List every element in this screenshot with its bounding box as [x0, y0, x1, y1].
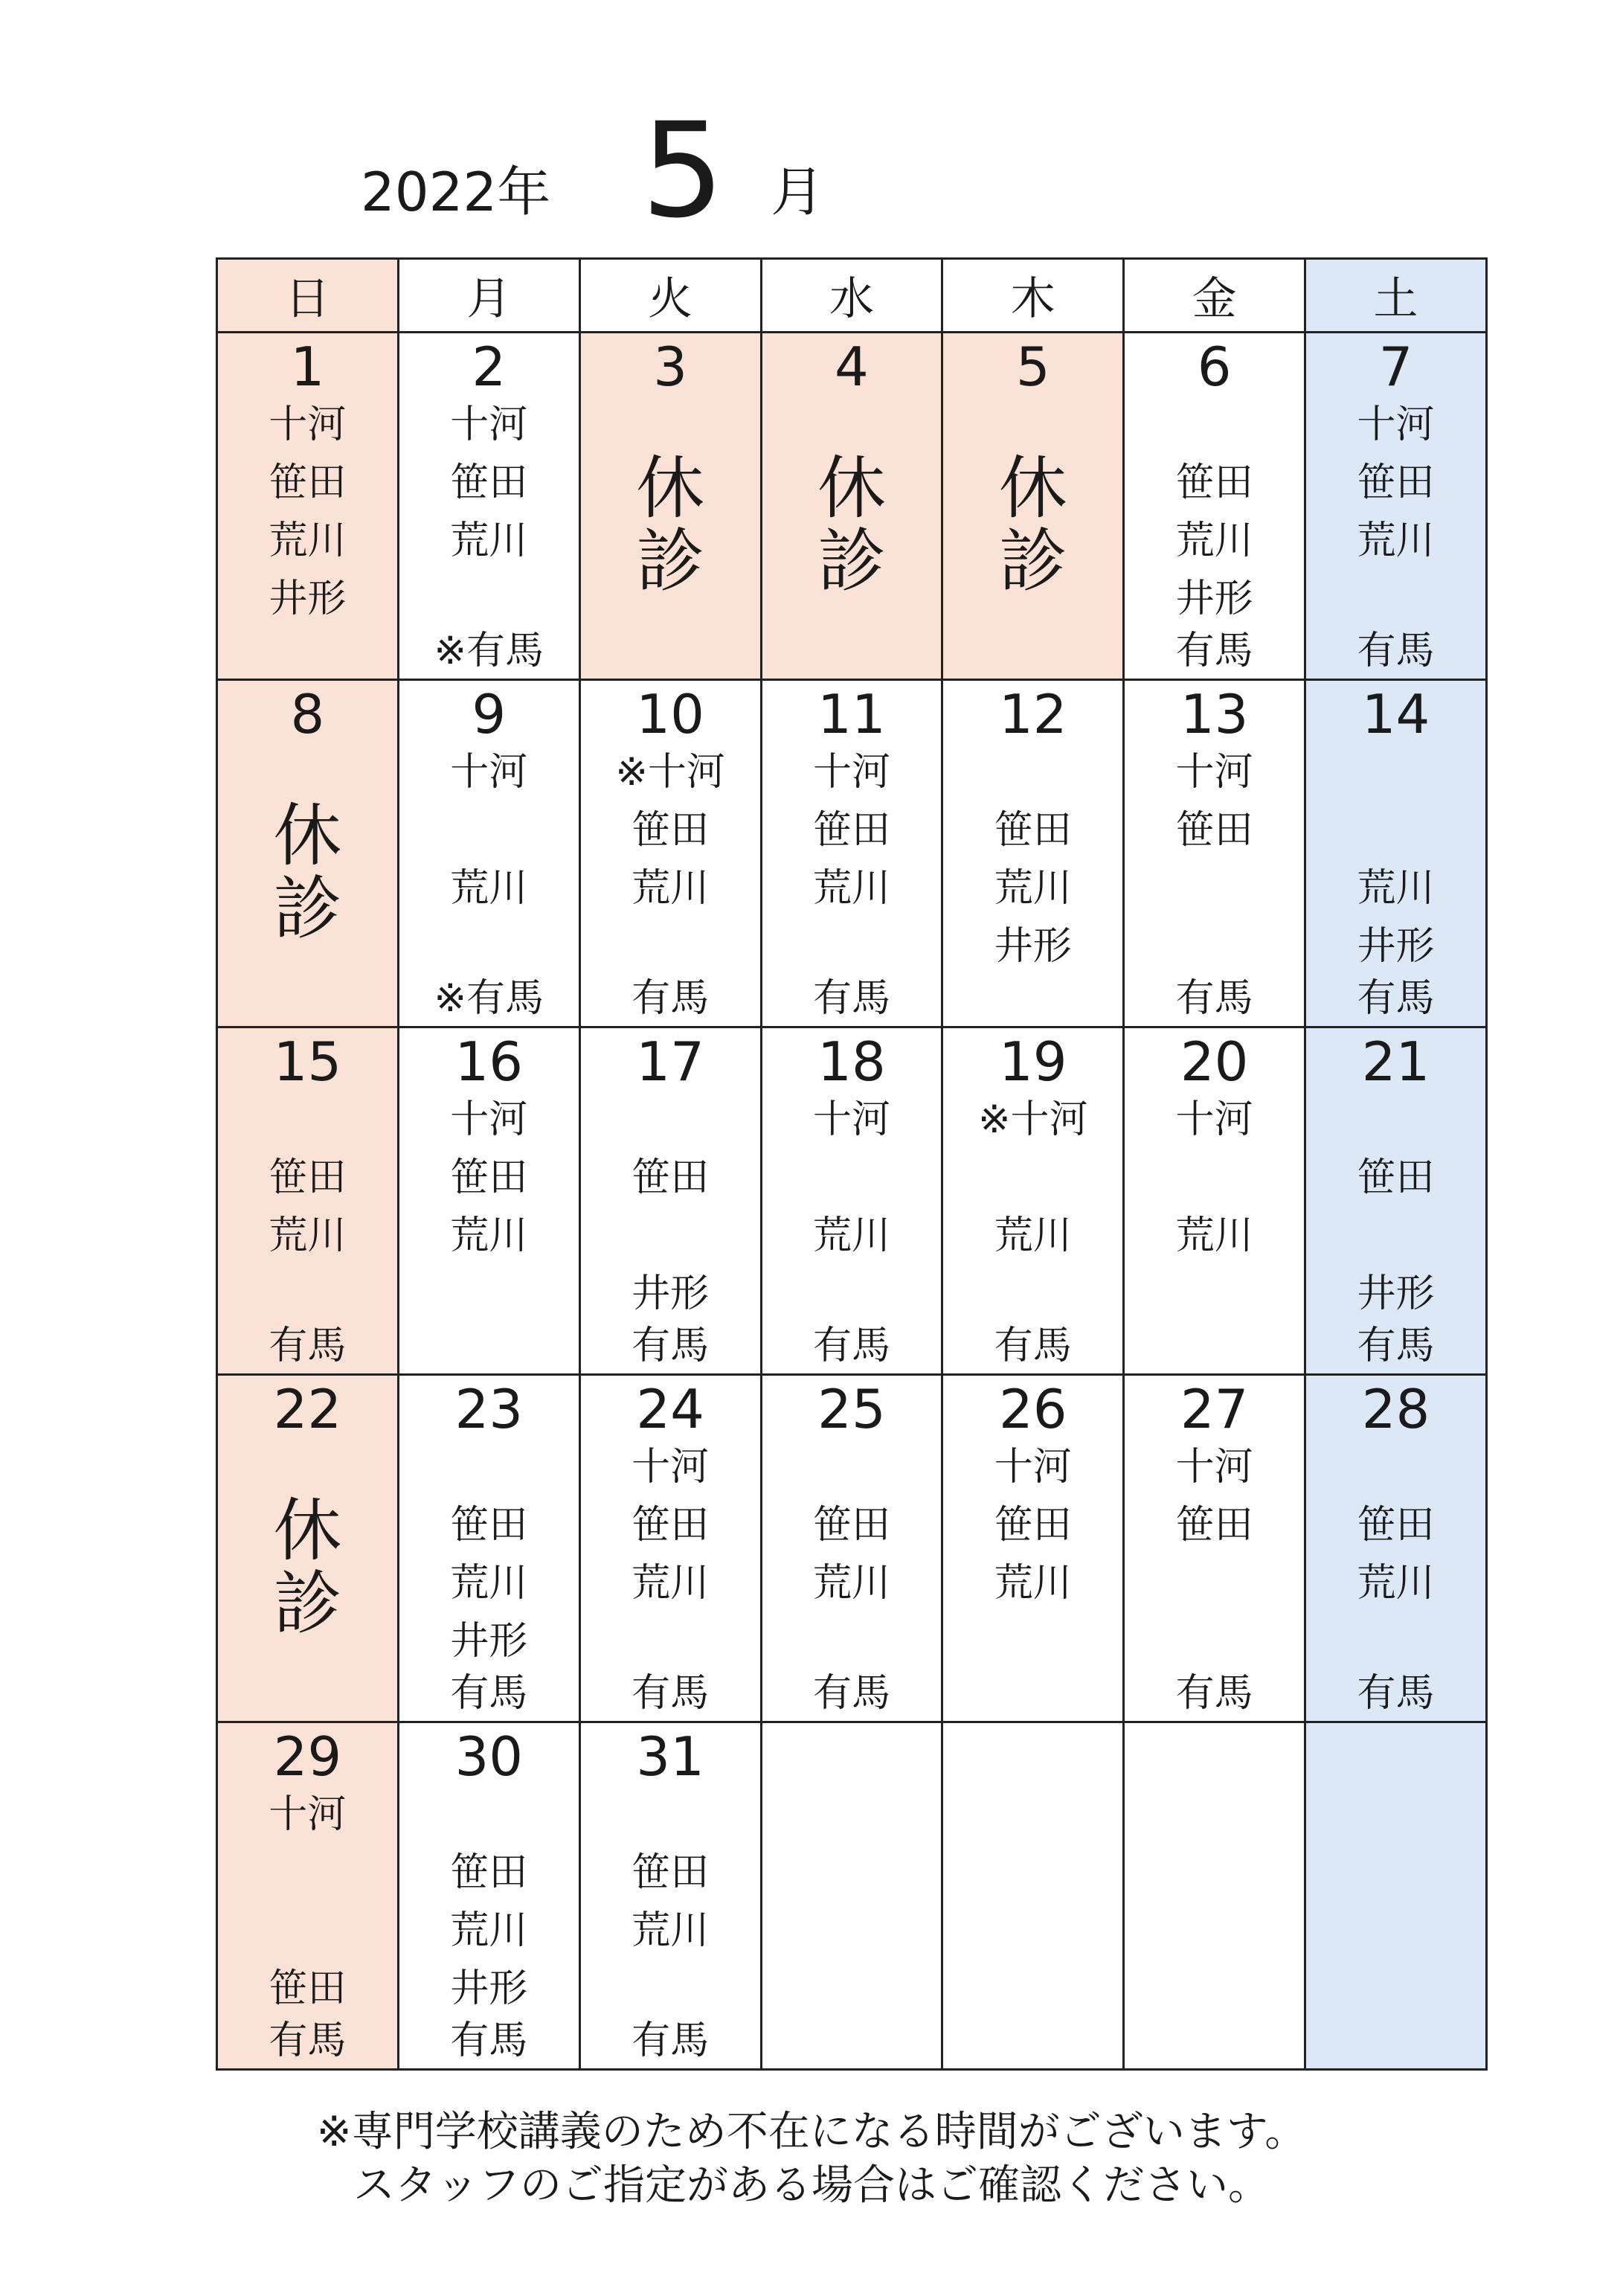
closed-label-char: 休 — [273, 796, 342, 876]
staff-slot: 笹田 — [450, 461, 528, 505]
staff-slot — [1125, 917, 1304, 975]
staff-slot: 有馬 — [269, 1324, 347, 1368]
staff-slot — [762, 1612, 942, 1670]
staff-slot — [943, 1844, 1122, 1902]
calendar-day-cell — [761, 1027, 942, 1375]
staff-slot: 笹田 — [269, 461, 347, 505]
staff-slot: 荒川 — [450, 1908, 528, 1953]
staff-slot: 笹田 — [631, 808, 710, 853]
day-number: 23 — [454, 1378, 524, 1440]
calendar-day-cell — [1305, 1722, 1487, 2070]
staff-slot: 十河 — [994, 1445, 1072, 1489]
staff-slot — [1125, 1844, 1304, 1902]
staff-slot: 荒川 — [450, 866, 528, 911]
staff-slot — [1306, 1438, 1485, 1496]
calendar-day-cell — [761, 1375, 942, 1722]
day-number: 16 — [454, 1030, 524, 1093]
day-number: 2 — [472, 336, 507, 398]
calendar-day-cell — [1124, 1027, 1305, 1375]
staff-slot — [399, 801, 579, 859]
staff-slot: 十河 — [269, 403, 347, 447]
calendar-day-cell — [398, 333, 579, 680]
calendar-week-row — [217, 1375, 1487, 1722]
staff-slot: 有馬 — [450, 2018, 528, 2063]
staff-slot: 荒川 — [812, 1213, 890, 1258]
staff-slot — [762, 1844, 942, 1902]
closed-label — [581, 449, 760, 601]
calendar-day-cell — [579, 1722, 761, 2070]
staff-slot: 十河 — [631, 1445, 710, 1489]
staff-slot — [762, 1902, 942, 1960]
staff-slot: ※十河 — [615, 750, 725, 795]
closed-label — [218, 1491, 397, 1644]
staff-slot: 井形 — [631, 1272, 710, 1316]
staff-slot — [1125, 1960, 1304, 2018]
day-number — [1306, 1728, 1485, 1786]
weekday-wednesday: 水 — [761, 259, 942, 333]
day-number: 17 — [636, 1030, 704, 1093]
month-label: 月 — [771, 161, 825, 223]
staff-slot: 荒川 — [1357, 1561, 1435, 1606]
staff-slot: 十河 — [450, 750, 528, 795]
staff-slot — [1125, 1612, 1304, 1670]
day-number: 8 — [290, 683, 325, 745]
day-number: 30 — [454, 1725, 524, 1788]
day-number: 14 — [1361, 683, 1430, 745]
staff-slot — [218, 1091, 397, 1149]
staff-slot — [762, 2012, 942, 2070]
staff-slot: 笹田 — [994, 1503, 1072, 1548]
staff-slot — [762, 1265, 942, 1323]
staff-slot: 荒川 — [269, 519, 347, 563]
staff-slot — [762, 1960, 942, 2018]
day-number: 9 — [472, 683, 507, 745]
calendar-day-cell — [579, 1027, 761, 1375]
staff-slot: 井形 — [269, 577, 347, 621]
calendar-week-row — [217, 1722, 1487, 2070]
day-number — [1125, 1728, 1304, 1786]
staff-slot: 有馬 — [1357, 629, 1435, 673]
staff-slot — [943, 1612, 1122, 1670]
day-number: 27 — [1180, 1378, 1249, 1440]
staff-slot: 笹田 — [631, 1155, 710, 1200]
staff-slot — [581, 1960, 760, 2018]
weekday-tuesday: 火 — [579, 259, 761, 333]
staff-slot — [399, 1438, 579, 1496]
closed-label — [218, 796, 397, 949]
staff-slot: 有馬 — [812, 976, 890, 1021]
staff-slot — [762, 1786, 942, 1844]
calendar-header — [0, 94, 1623, 247]
staff-slot: 荒川 — [994, 1213, 1072, 1258]
staff-slot: 笹田 — [812, 808, 890, 853]
staff-slot: 笹田 — [1357, 1503, 1435, 1548]
closed-label-char: 診 — [273, 1564, 342, 1644]
calendar-day-cell — [1124, 680, 1305, 1027]
staff-slot — [399, 1265, 579, 1323]
staff-slot: 有馬 — [812, 1324, 890, 1368]
footnote — [0, 2106, 1623, 2213]
staff-slot: 荒川 — [450, 1213, 528, 1258]
staff-slot — [1306, 1960, 1485, 2018]
staff-slot: 笹田 — [1175, 808, 1253, 853]
staff-slot: 荒川 — [812, 866, 890, 911]
calendar-day-cell — [579, 680, 761, 1027]
staff-slot — [581, 1207, 760, 1265]
calendar-day-cell — [1124, 1722, 1305, 2070]
staff-slot: 十河 — [812, 750, 890, 795]
weekday-monday: 月 — [398, 259, 579, 333]
staff-slot — [581, 917, 760, 975]
day-number: 18 — [817, 1030, 886, 1093]
staff-slot — [1125, 859, 1304, 917]
closed-label-char: 休 — [636, 449, 705, 528]
staff-slot — [1306, 1207, 1485, 1265]
calendar-day-cell — [217, 1027, 399, 1375]
closed-label-char: 診 — [998, 522, 1067, 601]
staff-slot: 笹田 — [1357, 461, 1435, 505]
staff-slot: 十河 — [269, 1792, 347, 1837]
calendar-week-row — [217, 1027, 1487, 1375]
staff-slot: 荒川 — [631, 866, 710, 911]
calendar-day-cell — [398, 1027, 579, 1375]
calendar-day-cell — [1305, 1027, 1487, 1375]
staff-slot: 荒川 — [450, 519, 528, 563]
calendar-day-cell — [942, 680, 1124, 1027]
calendar-day-cell — [942, 1375, 1124, 1722]
day-number: 7 — [1378, 336, 1413, 398]
staff-slot — [1125, 1902, 1304, 1960]
staff-slot: 笹田 — [994, 808, 1072, 853]
staff-slot — [581, 1091, 760, 1149]
closed-label-char: 休 — [998, 449, 1067, 528]
staff-slot: 荒川 — [812, 1561, 890, 1606]
day-number: 13 — [1180, 683, 1249, 745]
closed-label-char: 診 — [817, 522, 886, 601]
staff-slot: 笹田 — [1175, 461, 1253, 505]
staff-slot — [943, 2012, 1122, 2070]
staff-slot: 荒川 — [1357, 866, 1435, 911]
day-number: 31 — [636, 1725, 704, 1788]
staff-slot — [943, 1265, 1122, 1323]
staff-slot — [1125, 1149, 1304, 1207]
staff-slot: 荒川 — [450, 1561, 528, 1606]
staff-slot — [218, 1844, 397, 1902]
staff-slot: ※十河 — [978, 1097, 1088, 1142]
staff-slot: 笹田 — [450, 1155, 528, 1200]
staff-slot — [762, 1149, 942, 1207]
staff-slot: 荒川 — [631, 1561, 710, 1606]
staff-slot — [1125, 1786, 1304, 1844]
staff-slot: 井形 — [1357, 1272, 1435, 1316]
staff-slot: 有馬 — [1175, 976, 1253, 1021]
staff-slot: 荒川 — [631, 1908, 710, 1953]
staff-slot: 井形 — [450, 1966, 528, 2011]
day-number: 21 — [1361, 1030, 1430, 1093]
day-number: 24 — [636, 1378, 704, 1440]
staff-slot — [1306, 1844, 1485, 1902]
staff-slot: 有馬 — [1357, 976, 1435, 1021]
staff-slot: 有馬 — [1175, 629, 1253, 673]
calendar-day-cell — [1124, 333, 1305, 680]
weekday-friday: 金 — [1124, 259, 1305, 333]
day-number: 4 — [835, 336, 869, 398]
staff-slot — [1306, 801, 1485, 859]
staff-slot — [581, 1786, 760, 1844]
staff-slot: 荒川 — [994, 866, 1072, 911]
closed-label-char: 診 — [636, 522, 705, 601]
weekday-thursday: 木 — [942, 259, 1124, 333]
staff-slot — [1125, 1554, 1304, 1612]
staff-slot: ※有馬 — [434, 976, 544, 1021]
staff-slot — [399, 570, 579, 628]
calendar-day-cell — [398, 1375, 579, 1722]
staff-slot: 荒川 — [1175, 519, 1253, 563]
calendar-day-cell — [579, 333, 761, 680]
staff-slot: 笹田 — [812, 1503, 890, 1548]
calendar-day-cell — [217, 1722, 399, 2070]
staff-slot — [943, 743, 1122, 801]
staff-slot — [1125, 1317, 1304, 1375]
day-number: 20 — [1180, 1030, 1249, 1093]
staff-slot — [399, 1786, 579, 1844]
day-number: 15 — [273, 1030, 342, 1093]
day-number: 11 — [817, 683, 886, 745]
staff-slot: 有馬 — [1357, 1671, 1435, 1716]
staff-slot: ※有馬 — [434, 629, 544, 673]
calendar-day-cell — [942, 1027, 1124, 1375]
staff-slot — [1306, 1612, 1485, 1670]
closed-label-char: 休 — [817, 449, 886, 528]
staff-slot — [1306, 570, 1485, 628]
weekday-sunday: 日 — [217, 259, 399, 333]
weekday-saturday: 土 — [1305, 259, 1487, 333]
weekday-header-row — [217, 259, 1487, 333]
staff-slot — [218, 622, 397, 680]
staff-slot: 有馬 — [631, 1671, 710, 1716]
footnote-line-2: スタッフのご指定がある場合はご確認ください。 — [353, 2161, 1270, 2210]
staff-slot: 荒川 — [269, 1213, 347, 1258]
calendar-day-cell — [1305, 1375, 1487, 1722]
calendar-day-cell — [761, 333, 942, 680]
staff-slot: 有馬 — [631, 976, 710, 1021]
staff-slot — [1306, 2012, 1485, 2070]
staff-slot — [943, 969, 1122, 1027]
day-number: 26 — [998, 1378, 1067, 1440]
staff-slot: 井形 — [1175, 577, 1253, 621]
staff-slot — [1306, 1091, 1485, 1149]
staff-slot — [1125, 1265, 1304, 1323]
closed-label-char: 休 — [273, 1491, 342, 1571]
staff-slot: 十河 — [1357, 403, 1435, 447]
staff-slot — [943, 1664, 1122, 1722]
calendar-day-cell — [217, 1375, 399, 1722]
closed-label-char: 診 — [273, 869, 342, 949]
calendar-day-cell — [217, 333, 399, 680]
staff-slot: 十河 — [1175, 1445, 1253, 1489]
footnote-line-1: ※専門学校講義のため不在になる時間がございます。 — [316, 2108, 1307, 2156]
staff-slot — [1306, 1786, 1485, 1844]
staff-slot: 有馬 — [1357, 1324, 1435, 1368]
staff-slot: 十河 — [1175, 1097, 1253, 1142]
day-number: 25 — [817, 1378, 886, 1440]
staff-slot: 笹田 — [269, 1155, 347, 1200]
staff-slot — [1306, 1902, 1485, 1960]
calendar-grid — [216, 257, 1488, 2071]
staff-slot: 有馬 — [994, 1324, 1072, 1368]
calendar-day-cell — [579, 1375, 761, 1722]
month-number: 5 — [641, 94, 724, 247]
day-number: 12 — [998, 683, 1067, 745]
staff-slot — [581, 1612, 760, 1670]
staff-slot: 有馬 — [450, 1671, 528, 1716]
calendar-day-cell — [761, 680, 942, 1027]
staff-slot: 十河 — [1175, 750, 1253, 795]
closed-label — [762, 449, 942, 601]
staff-slot: 十河 — [450, 403, 528, 447]
staff-slot — [218, 1902, 397, 1960]
day-number — [762, 1728, 942, 1786]
calendar-day-cell — [1305, 680, 1487, 1027]
staff-slot: 笹田 — [450, 1503, 528, 1548]
staff-slot: 笹田 — [631, 1503, 710, 1548]
staff-slot — [399, 1317, 579, 1375]
staff-slot: 荒川 — [994, 1561, 1072, 1606]
day-number: 3 — [653, 336, 688, 398]
staff-slot — [1125, 396, 1304, 454]
staff-slot: 笹田 — [269, 1966, 347, 2011]
staff-slot: 有馬 — [1175, 1671, 1253, 1716]
day-number: 29 — [273, 1725, 342, 1788]
staff-slot — [1306, 743, 1485, 801]
staff-slot: 十河 — [812, 1097, 890, 1142]
closed-label — [943, 449, 1122, 601]
calendar-day-cell — [942, 1722, 1124, 2070]
staff-slot: 井形 — [1357, 924, 1435, 969]
staff-slot: 有馬 — [631, 2018, 710, 2063]
staff-slot: 笹田 — [450, 1850, 528, 1895]
staff-slot — [399, 917, 579, 975]
calendar-day-cell — [217, 680, 399, 1027]
staff-slot: 十河 — [450, 1097, 528, 1142]
staff-slot — [218, 1265, 397, 1323]
calendar-day-cell — [761, 1722, 942, 2070]
staff-slot: 荒川 — [1357, 519, 1435, 563]
calendar-day-cell — [398, 680, 579, 1027]
staff-slot — [943, 1902, 1122, 1960]
day-number: 22 — [273, 1378, 342, 1440]
staff-slot: 笹田 — [1175, 1503, 1253, 1548]
staff-slot — [943, 1149, 1122, 1207]
staff-slot — [762, 1438, 942, 1496]
day-number: 19 — [998, 1030, 1067, 1093]
calendar-day-cell — [1305, 333, 1487, 680]
staff-slot: 有馬 — [269, 2018, 347, 2063]
staff-slot — [762, 917, 942, 975]
staff-slot: 笹田 — [631, 1850, 710, 1895]
day-number: 5 — [1015, 336, 1050, 398]
staff-slot: 笹田 — [1357, 1155, 1435, 1200]
staff-slot — [943, 1786, 1122, 1844]
staff-slot: 荒川 — [1175, 1213, 1253, 1258]
year-label: 2022年 — [361, 161, 551, 223]
day-number: 10 — [636, 683, 704, 745]
day-number: 28 — [1361, 1378, 1430, 1440]
calendar-day-cell — [942, 333, 1124, 680]
calendar-week-row — [217, 333, 1487, 680]
day-number: 1 — [290, 336, 325, 398]
calendar-day-cell — [398, 1722, 579, 2070]
staff-slot: 有馬 — [812, 1671, 890, 1716]
calendar-day-cell — [1124, 1375, 1305, 1722]
staff-slot: 井形 — [994, 924, 1072, 969]
staff-slot — [943, 1960, 1122, 2018]
day-number — [943, 1728, 1122, 1786]
staff-slot — [1125, 2012, 1304, 2070]
day-number: 6 — [1197, 336, 1232, 398]
staff-slot: 有馬 — [631, 1324, 710, 1368]
staff-slot: 井形 — [450, 1619, 528, 1664]
calendar-week-row — [217, 680, 1487, 1027]
